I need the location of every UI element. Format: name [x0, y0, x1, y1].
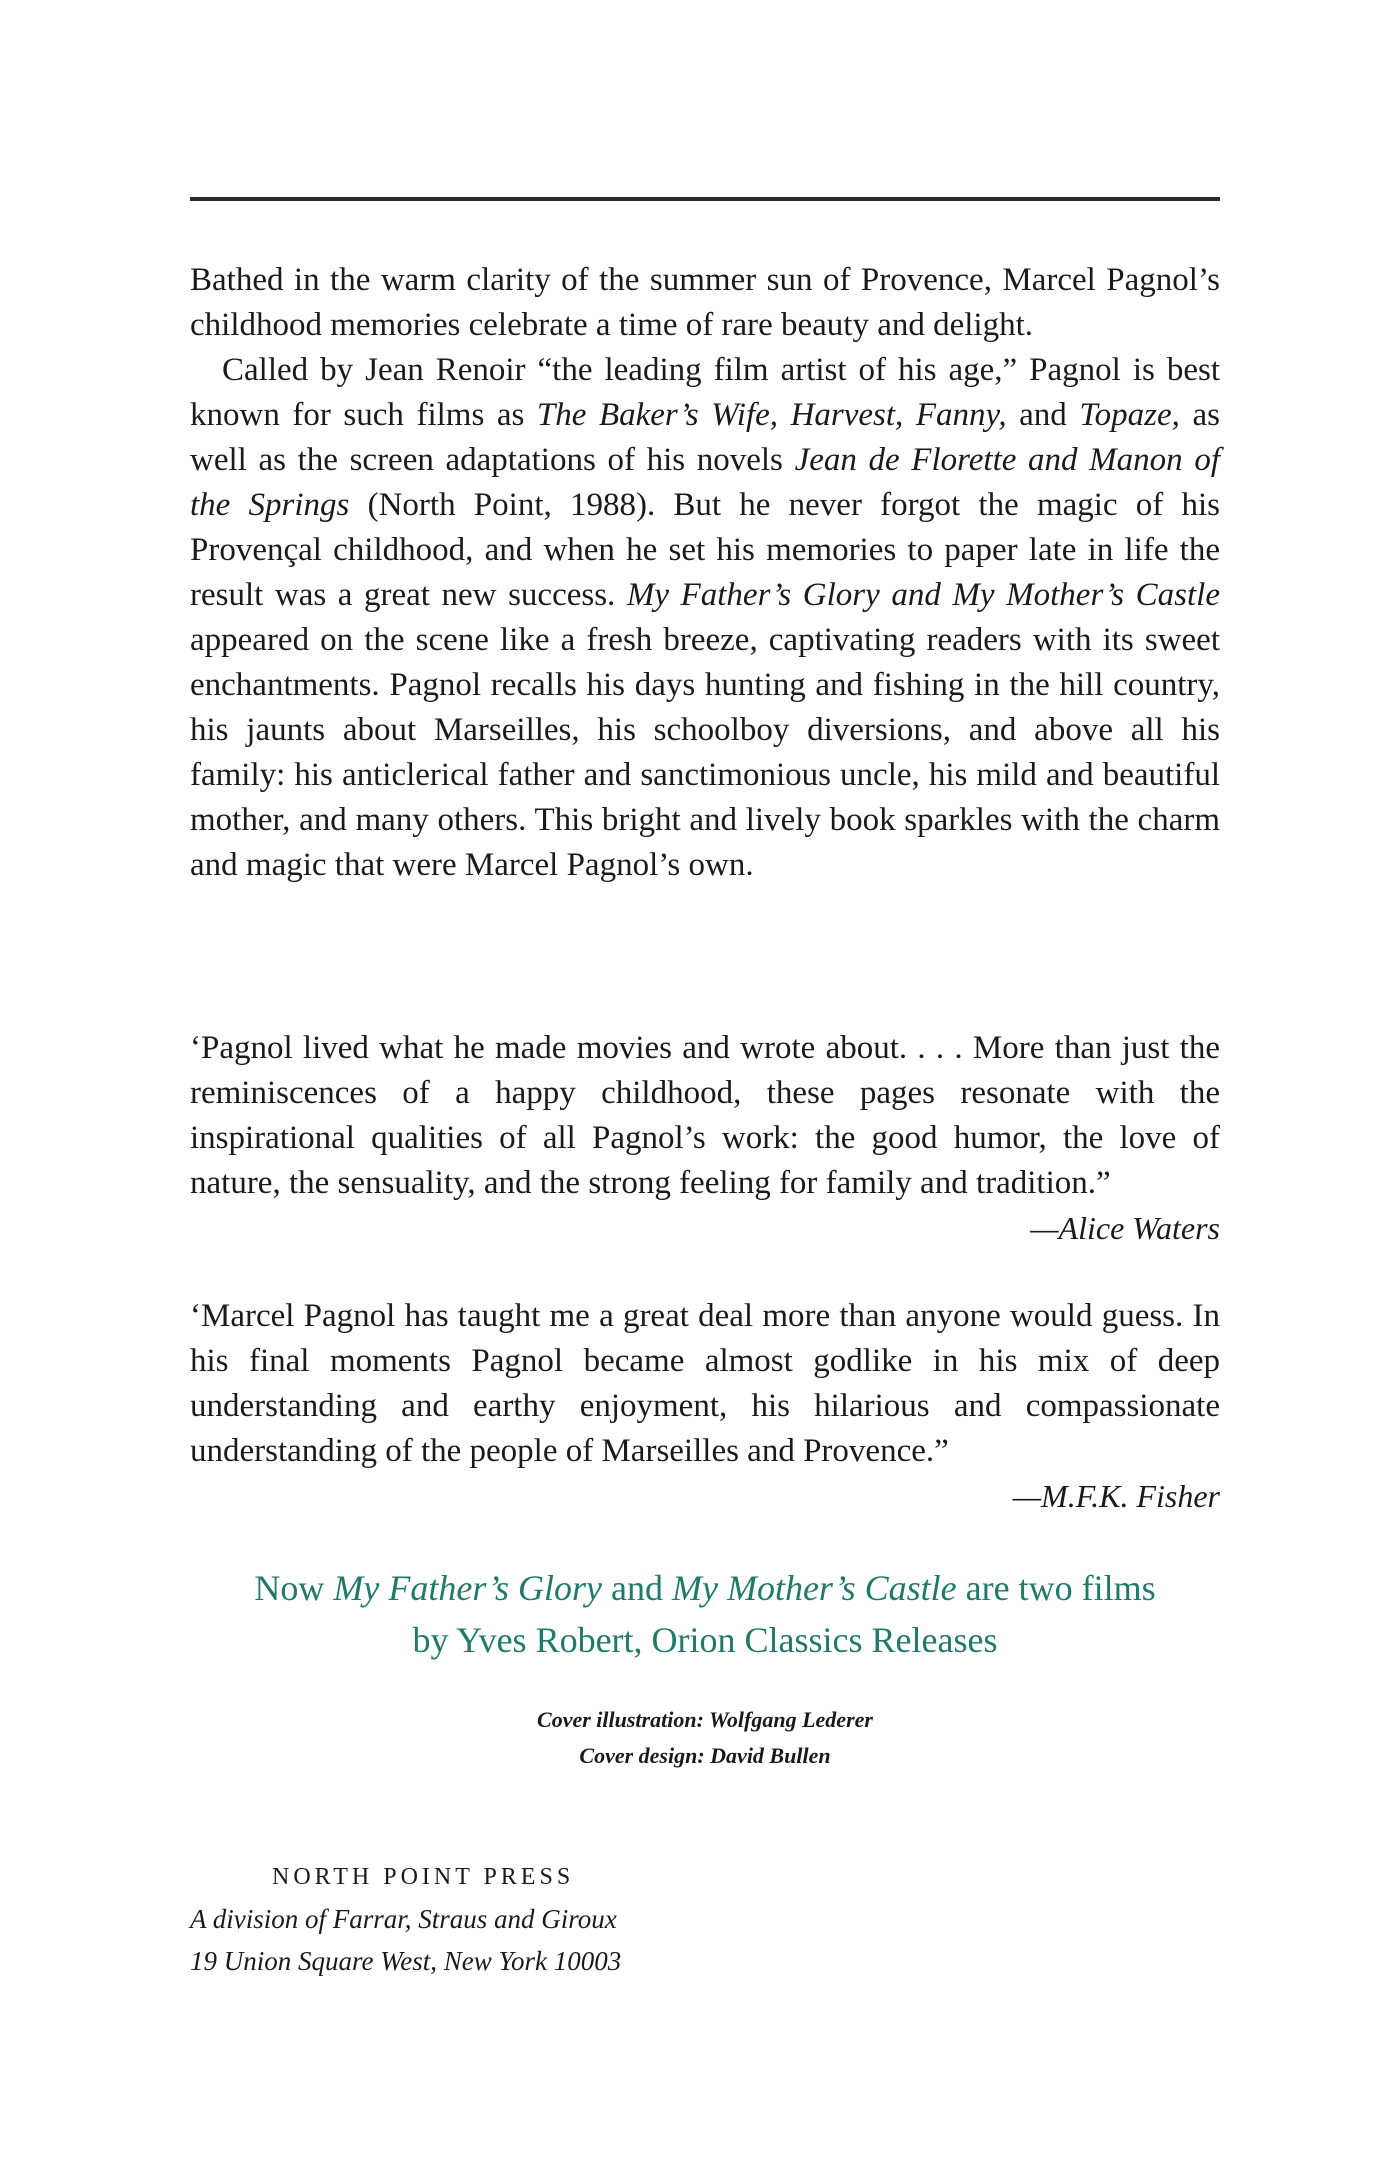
cover-credits [190, 1702, 1220, 1774]
quote-attribution: —M.F.K. Fisher [1012, 1478, 1220, 1514]
film-announcement-line-1 [190, 1562, 1220, 1614]
book-titles: My Father’s Glory and My Mother’s Castle [626, 577, 1221, 613]
publisher-division: A division of Farrar, Straus and Giroux [190, 1904, 617, 1934]
films-text: are two films [956, 1568, 1156, 1608]
blurb-text: and [1006, 397, 1080, 433]
cover-illustration-credit: Cover illustration: Wolfgang Lederer [537, 1707, 873, 1732]
top-rule [190, 197, 1220, 201]
blurb-paragraph-1: Bathed in the warm clarity of the summer sun of Provence, Marcel Pagnol’s childhood memories celebrate a time of rare beauty and delight. [190, 262, 1220, 343]
blurb-text: Called by Jean Renoir “the leading film artist of his age,” Pagnol is best known for such films as [190, 352, 1220, 433]
quote-text: ‘Pagnol lived what he made movies and wrote about. . . . More than just the reminiscences of a happy childhood, these pages resonate with the inspirational qualities of all Pagnol’s work: the good humor, the love of nature, the sensuality, and the strong feeling for family and tradition.” [190, 1030, 1220, 1201]
cover-design-credit: Cover design: David Bullen [579, 1743, 831, 1768]
quote-text: ‘Marcel Pagnol has taught me a great deal more than anyone would guess. In his final moments Pagnol became almost godlike in his mix of deep understanding and earthy enjoyment, his hilarious and compassionate understanding of the people of Marseilles and Provence.” [190, 1298, 1220, 1469]
description-blurb [190, 258, 1220, 888]
review-quote-2 [190, 1294, 1220, 1519]
novel-titles: Jean de Florette and Manon of the Springs [190, 442, 1220, 523]
blurb-paragraph-2 [190, 348, 1220, 888]
film-announcement [190, 1562, 1220, 1666]
review-quote-1 [190, 1026, 1220, 1251]
films-text: and [602, 1568, 672, 1608]
publisher-block [190, 1856, 890, 1982]
film-title-2: My Mother’s Castle [672, 1568, 957, 1608]
blurb-text: as well as the screen adaptations of his novels [190, 397, 1220, 478]
blurb-text: (North Point, 1988). But he never forgot the magic of his Provençal childhood, and when he set his memories to paper late in life the result was a great new success. [190, 487, 1221, 613]
films-text: Now [254, 1568, 334, 1608]
film-announcement-line-2: by Yves Robert, Orion Classics Releases [412, 1620, 998, 1660]
back-cover [190, 0, 1220, 2164]
publisher-name: NORTH POINT PRESS [272, 1864, 575, 1890]
blurb-text: appeared on the scene like a fresh breeze, captivating readers with its sweet enchantments. Pagnol recalls his days hunting and fishing in the hill country, his jaunts about Marseilles, his schoolboy diversions, and above all his family: his anticlerical father and sanctimonious uncle, his mild and beautiful mother, and many others. This bright and lively book sparkles with the charm and magic that were Marcel Pagnol’s own. [190, 622, 1220, 883]
quote-attribution: —Alice Waters [1030, 1210, 1220, 1246]
film-titles: The Baker’s Wife, Harvest, Fanny, [536, 397, 1007, 433]
publisher-address: 19 Union Square West, New York 10003 [190, 1946, 622, 1976]
film-title: Topaze, [1079, 397, 1180, 433]
film-title-1: My Father’s Glory [333, 1568, 603, 1608]
